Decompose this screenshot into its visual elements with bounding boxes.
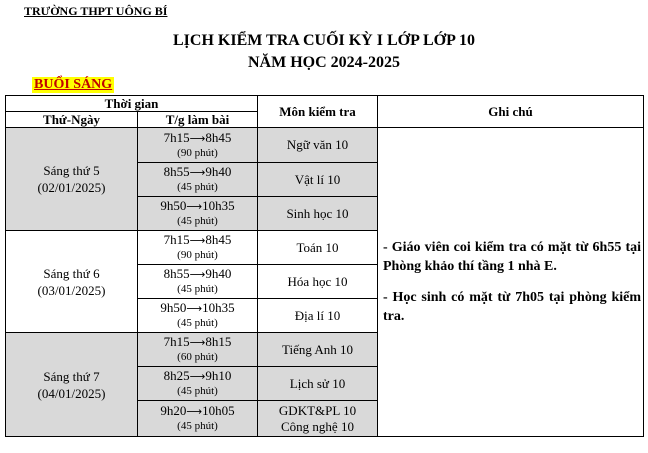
time-start: 8h25 <box>163 368 190 383</box>
header-day: Thứ-Ngày <box>6 112 138 128</box>
time-duration: (45 phút) <box>177 317 218 329</box>
right-arrow-icon: ⟶ <box>189 336 206 349</box>
school-year-title: NĂM HỌC 2024-2025 <box>248 54 400 71</box>
time-cell <box>138 401 258 437</box>
time-duration: (45 phút) <box>177 215 218 227</box>
subject-cell: Ngữ văn 10 <box>258 128 378 163</box>
subject-cell: Vật lí 10 <box>258 163 378 197</box>
subject-line: GDKT&PL 10 <box>278 402 357 418</box>
subject-cell: Tiếng Anh 10 <box>258 333 378 367</box>
session-label: BUỔI SÁNG <box>34 77 113 92</box>
time-duration: (45 phút) <box>177 181 218 193</box>
time-cell <box>138 367 258 401</box>
right-arrow-icon: ⟶ <box>189 370 206 383</box>
day-cell <box>6 231 138 333</box>
subject-cell: Toán 10 <box>258 231 378 265</box>
time-start: 8h55 <box>163 164 190 179</box>
time-end: 9h40 <box>205 266 232 281</box>
day-date: (02/01/2025) <box>37 180 106 195</box>
subject-line: Công nghệ 10 <box>281 418 354 434</box>
time-start: 7h15 <box>163 232 190 247</box>
day-date: (04/01/2025) <box>37 385 106 401</box>
day-date: (03/01/2025) <box>37 282 106 298</box>
right-arrow-icon: ⟶ <box>186 302 203 315</box>
header-time-group: Thời gian <box>6 96 258 112</box>
time-duration: (45 phút) <box>177 420 218 432</box>
right-arrow-icon: ⟶ <box>189 268 206 281</box>
right-arrow-icon: ⟶ <box>189 131 206 145</box>
time-start: 8h55 <box>163 266 190 281</box>
time-start: 9h20 <box>160 403 187 418</box>
day-label: Sáng thứ 7 <box>43 368 100 384</box>
table-row <box>6 128 644 163</box>
day-label: Sáng thứ 6 <box>43 265 100 281</box>
time-end: 8h45 <box>205 232 232 247</box>
right-arrow-icon: ⟶ <box>189 166 206 179</box>
school-name: TRƯỜNG THPT UÔNG BÍ <box>24 4 168 18</box>
time-cell <box>138 333 258 367</box>
subject-cell: Địa lí 10 <box>258 299 378 333</box>
day-cell <box>6 128 138 231</box>
time-duration: (60 phút) <box>177 351 218 363</box>
time-duration: (90 phút) <box>177 249 218 261</box>
notes-cell <box>378 128 644 437</box>
time-cell <box>138 299 258 333</box>
time-start: 7h15 <box>163 129 190 145</box>
day-label: Sáng thứ 5 <box>43 163 100 178</box>
right-arrow-icon: ⟶ <box>186 405 203 418</box>
header-subject: Môn kiểm tra <box>258 96 378 128</box>
page-title: LỊCH KIỂM TRA CUỐI KỲ I LỚP LỚP 10 <box>173 32 475 49</box>
time-cell <box>138 163 258 197</box>
time-duration: (45 phút) <box>177 385 218 397</box>
header-duration: T/g làm bài <box>138 112 258 128</box>
time-end: 9h40 <box>205 164 232 179</box>
time-start: 9h50 <box>160 198 187 213</box>
time-start: 9h50 <box>160 300 187 315</box>
subject-cell: Sinh học 10 <box>258 197 378 231</box>
subject-cell: Lịch sử 10 <box>258 367 378 401</box>
day-cell <box>6 333 138 437</box>
time-end: 8h15 <box>205 334 232 349</box>
time-end: 10h35 <box>202 198 235 213</box>
note-students: - Học sinh có mặt từ 7h05 tại phòng kiểm tra. <box>383 290 641 324</box>
time-duration: (90 phút) <box>177 146 218 159</box>
time-start: 7h15 <box>163 334 190 349</box>
time-cell <box>138 128 258 163</box>
right-arrow-icon: ⟶ <box>189 234 206 247</box>
time-end: 10h05 <box>202 403 235 418</box>
time-cell <box>138 231 258 265</box>
time-cell <box>138 265 258 299</box>
right-arrow-icon: ⟶ <box>186 200 203 213</box>
time-cell <box>138 197 258 231</box>
note-teachers: - Giáo viên coi kiểm tra có mặt từ 6h55 tại Phòng khảo thí tầng 1 nhà E. <box>383 240 641 274</box>
subject-cell <box>258 401 378 437</box>
time-end: 8h45 <box>205 129 232 145</box>
time-duration: (45 phút) <box>177 283 218 295</box>
subject-cell: Hóa học 10 <box>258 265 378 299</box>
header-notes: Ghi chú <box>378 96 644 128</box>
time-end: 10h35 <box>202 300 235 315</box>
exam-schedule-table <box>5 95 644 437</box>
time-end: 9h10 <box>205 368 232 383</box>
